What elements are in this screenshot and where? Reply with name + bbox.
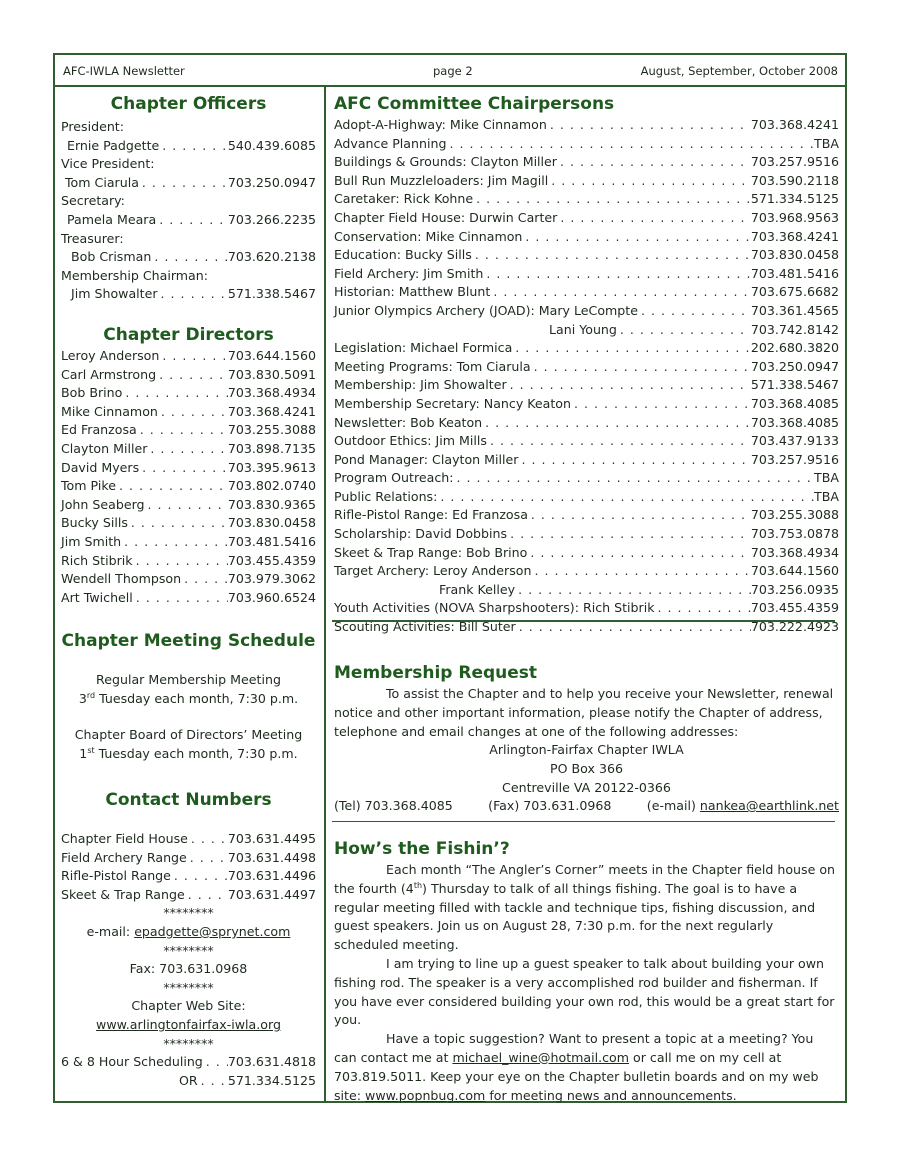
committee-row: Bull Run Muzzleloaders: Jim Magill . . . 703.590.2118: [334, 172, 839, 191]
directors-list: [61, 347, 316, 607]
contact-fax: Fax: 703.631.0968: [129, 961, 248, 977]
fishin-web-link[interactable]: www.popnbug.com: [365, 1087, 486, 1103]
committee-row: Program Outreach: . . . TBA: [334, 469, 839, 488]
committee-row: Lani Young . . . 703.742.8142: [334, 321, 839, 340]
committee-row: Buildings & Grounds: Clayton Miller . . . 703.257.9516: [334, 153, 839, 172]
membership-tel: (Tel) 703.368.4085: [334, 798, 453, 814]
committee-row: Membership: Jim Showalter . . . 571.338.5467: [334, 376, 839, 395]
committee-row: Legislation: Michael Formica . . . 202.680.3820: [334, 339, 839, 358]
address-line-3: Centreville VA 20122-0366: [502, 779, 671, 795]
committee-row: Field Archery: Jim Smith . . . 703.481.5416: [334, 265, 839, 284]
left-column: [55, 85, 326, 1101]
fishin-paragraph-1: Each month “The Angler’s Corner” meets in the Chapter field house on the fourth (4th) Thursday to talk of all things fishing. The goal is to have a regular meeting filled with tackle and technique tips, fishing discussion, and guest speakers. Join us on August 28, 7:30 p.m. for the next regularly scheduled meeting.: [334, 862, 836, 953]
committee-section: [334, 94, 839, 637]
committee-row: Target Archery: Leroy Anderson . . . 703.644.1560: [334, 562, 839, 581]
separator: ********: [163, 979, 214, 995]
scheduling-row-alt: OR . . . 571.334.5125: [61, 1072, 316, 1091]
address-line-1: Arlington-Fairfax Chapter IWLA: [489, 742, 684, 758]
membership-title: Membership Request: [334, 663, 538, 683]
director-row: John Seaberg . . . 703.830.9365: [61, 496, 316, 515]
officer-row: Ernie Padgette . . . 540.439.6085: [61, 137, 316, 156]
committee-row: Junior Olympics Archery (JOAD): Mary LeCompte . . . 703.361.4565: [334, 302, 839, 321]
committee-row: Skeet & Trap Range: Bob Brino . . . 703.368.4934: [334, 544, 839, 563]
committee-row: Conservation: Mike Cinnamon . . . 703.368.4241: [334, 228, 839, 247]
committee-row: Pond Manager: Clayton Miller . . . 703.257.9516: [334, 451, 839, 470]
separator: ********: [163, 942, 214, 958]
committee-list: [334, 116, 839, 637]
web-site-link[interactable]: www.arlingtonfairfax-iwla.org: [96, 1016, 281, 1032]
officer-role: Secretary:: [61, 193, 125, 209]
committee-row: Chapter Field House: Durwin Carter . . . 703.968.9563: [334, 209, 839, 228]
membership-email-link[interactable]: nankea@earthlink.net: [699, 798, 839, 814]
officer-row: Pamela Meara . . . 703.266.2235: [61, 211, 316, 230]
director-row: Ed Franzosa . . . 703.255.3088: [61, 421, 316, 440]
director-row: Clayton Miller . . . 703.898.7135: [61, 440, 316, 459]
contact-email-line: e-mail: epadgette@sprynet.com: [86, 923, 291, 939]
regular-meeting-when: 3rd Tuesday each month, 7:30 p.m.: [78, 690, 299, 706]
regular-meeting-title: Regular Membership Meeting: [96, 672, 281, 687]
committee-row: Education: Bucky Sills . . . 703.830.0458: [334, 246, 839, 265]
committee-title: AFC Committee Chairpersons: [334, 94, 615, 114]
officer-row: Bob Crisman . . . 703.620.2138: [61, 248, 316, 267]
header-publication: AFC-IWLA Newsletter: [63, 64, 185, 78]
officer-row: Jim Showalter . . . 571.338.5467: [61, 285, 316, 304]
contact-email-link[interactable]: epadgette@sprynet.com: [134, 923, 291, 939]
header-issue-date: August, September, October 2008: [640, 64, 838, 78]
committee-row: Youth Activities (NOVA Sharpshooters): Rich Stibrik . . . 703.455.4359: [334, 599, 839, 618]
committee-row: Scouting Activities: Bill Suter . . . 703.222.4923: [334, 618, 839, 637]
membership-email-group: (e-mail) nankea@earthlink.net: [646, 798, 839, 814]
director-row: Bucky Sills . . . 703.830.0458: [61, 514, 316, 533]
officer-role: Treasurer:: [61, 230, 124, 246]
committee-row: Rifle-Pistol Range: Ed Franzosa . . . 703.255.3088: [334, 506, 839, 525]
officers-title: Chapter Officers: [110, 94, 267, 114]
web-site-label: Chapter Web Site:: [131, 998, 246, 1014]
committee-row: Scholarship: David Dobbins . . . 703.753.0878: [334, 525, 839, 544]
director-row: David Myers . . . 703.395.9613: [61, 459, 316, 478]
committee-row: Adopt-A-Highway: Mike Cinnamon . . . 703.368.4241: [334, 116, 839, 135]
separator: ********: [163, 1035, 214, 1051]
fishin-paragraph-2: I am trying to line up a guest speaker to talk about building your own fishing rod. The speaker is a very accomplished rod builder and fisherman. If you have ever considered building your own rod, this would be a great start for you.: [334, 955, 835, 1028]
membership-contact-line: [334, 797, 839, 816]
board-meeting-title: Chapter Board of Directors’ Meeting: [74, 727, 303, 743]
contacts-section: [61, 790, 316, 1090]
contact-row: Skeet & Trap Range . . . 703.631.4497: [61, 886, 316, 905]
web-site-line: [61, 1016, 316, 1035]
director-row: Tom Pike . . . 703.802.0740: [61, 477, 316, 496]
right-column: [326, 85, 845, 1101]
header-page-number: page 2: [433, 64, 473, 78]
officer-row: Tom Ciarula . . . 703.250.0947: [61, 174, 316, 193]
committee-row: Newsletter: Bob Keaton . . . 703.368.4085: [334, 414, 839, 433]
contact-row: Rifle-Pistol Range . . . 703.631.4496: [61, 867, 316, 886]
committee-row: Membership Secretary: Nancy Keaton . . . 703.368.4085: [334, 395, 839, 414]
section-divider: [332, 821, 835, 822]
director-row: Jim Smith . . . 703.481.5416: [61, 533, 316, 552]
fishin-title: How’s the Fishin’?: [334, 839, 510, 859]
board-meeting-when: 1st Tuesday each month, 7:30 p.m.: [79, 745, 298, 761]
scheduling-row: 6 & 8 Hour Scheduling . . . 703.631.4818: [61, 1053, 316, 1072]
directors-title: Chapter Directors: [103, 325, 274, 345]
address-line-2: PO Box 366: [550, 760, 623, 776]
committee-row: Historian: Matthew Blunt . . . 703.675.6682: [334, 283, 839, 302]
officer-role: Vice President:: [61, 156, 155, 172]
fishin-email-link[interactable]: michael_wine@hotmail.com: [452, 1049, 630, 1065]
contacts-title: Contact Numbers: [105, 790, 272, 810]
membership-section: [334, 663, 839, 816]
contacts-list: [61, 830, 316, 904]
committee-row: Meeting Programs: Tom Ciarula . . . 703.250.0947: [334, 358, 839, 377]
separator: ********: [163, 905, 214, 921]
committee-row: Public Relations: . . . TBA: [334, 488, 839, 507]
contact-row: Field Archery Range . . . 703.631.4498: [61, 849, 316, 868]
fishin-paragraph-3: Have a topic suggestion? Want to present a topic at a meeting? You can contact me at michael_wine@hotmail.com or call me on my cell at 703.819.5011. Keep your eye on the Chapter bulletin boards and on my web site: www.popnbug.com for meeting news and announcements.: [334, 1031, 819, 1103]
schedule-section: [61, 631, 316, 763]
director-row: Bob Brino . . . 703.368.4934: [61, 384, 316, 403]
section-divider: [332, 620, 835, 622]
newsletter-page: [53, 53, 847, 1103]
committee-row: Caretaker: Rick Kohne . . . 571.334.5125: [334, 190, 839, 209]
page-header: [55, 55, 845, 87]
membership-body: To assist the Chapter and to help you receive your Newsletter, renewal notice and other important information, please notify the Chapter of address, telephone and email changes at one of the following addresses:: [334, 686, 834, 739]
fishin-section: [334, 839, 839, 1105]
committee-row: Frank Kelley . . . 703.256.0935: [334, 581, 839, 600]
director-row: Rich Stibrik . . . 703.455.4359: [61, 552, 316, 571]
director-row: Mike Cinnamon . . . 703.368.4241: [61, 403, 316, 422]
directors-section: [61, 325, 316, 607]
committee-row: Advance Planning . . . TBA: [334, 135, 839, 154]
officer-role: Membership Chairman:: [61, 267, 208, 283]
director-row: Art Twichell . . . 703.960.6524: [61, 589, 316, 608]
committee-row: Outdoor Ethics: Jim Mills . . . 703.437.9133: [334, 432, 839, 451]
contact-row: Chapter Field House . . . 703.631.4495: [61, 830, 316, 849]
membership-fax: (Fax) 703.631.0968: [488, 798, 612, 814]
schedule-title: Chapter Meeting Schedule: [61, 631, 316, 651]
officer-role: President:: [61, 119, 124, 134]
director-row: Wendell Thompson . . . 703.979.3062: [61, 570, 316, 589]
director-row: Leroy Anderson . . . 703.644.1560: [61, 347, 316, 366]
director-row: Carl Armstrong . . . 703.830.5091: [61, 366, 316, 385]
officers-section: [61, 94, 316, 304]
